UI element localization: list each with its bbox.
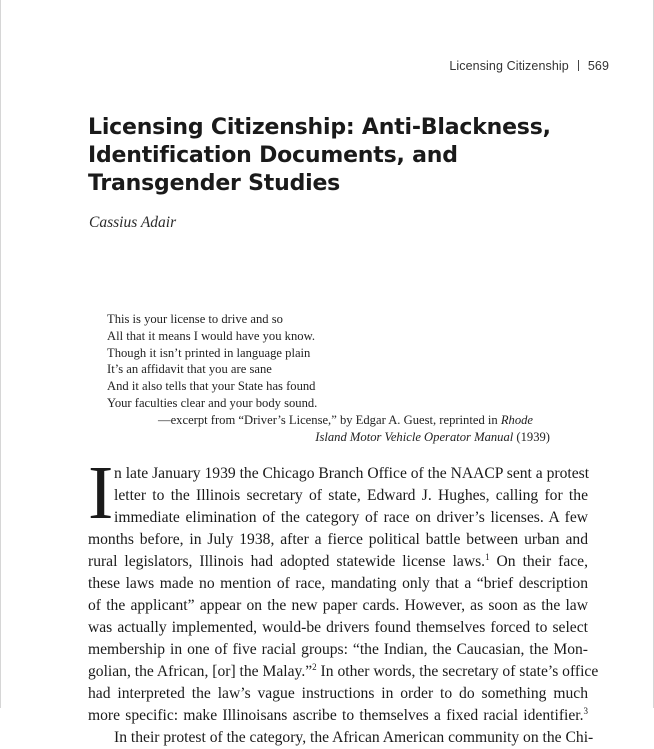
body-text: [88, 451, 599, 749]
body-line: letter to the Illinois secretary of state, Edward J. Hughes, calling for the: [114, 487, 588, 504]
running-head-separator: [578, 60, 579, 71]
running-head: [449, 59, 609, 73]
title-line: Identification Documents, and: [88, 143, 458, 168]
footnote-ref[interactable]: 3: [583, 706, 588, 716]
title-line: Transgender Studies: [88, 171, 341, 196]
attribution-year: (1939): [513, 429, 550, 444]
drop-cap: I: [88, 451, 114, 535]
body-line: In their protest of the category, the African American community on the Chi-: [114, 729, 594, 746]
body-line: had interpreted the law’s vague instructions in order to do something much: [88, 685, 588, 702]
body-line: golian, the African, [or] the Malay.”$^2$ In other words, the secretary of state’s office: [88, 662, 599, 680]
body-line: more specific: make Illinoisans ascribe to themselves a fixed racial identifier.$^3$: [88, 706, 588, 724]
epigraph-line: This is your license to drive and so: [107, 312, 283, 326]
body-line: of the applicant” appear on the new paper cards. However, as soon as the law: [88, 597, 588, 614]
footnote-ref[interactable]: 2: [312, 662, 317, 672]
body-line: these laws made no mention of race, mandating only that a “brief description: [88, 575, 588, 592]
body-line: immediate elimination of the category of race on driver’s licenses. A few: [114, 509, 588, 526]
body-line: rural legislators, Illinois had adopted statewide license laws.$^1$ On their face,: [88, 552, 589, 570]
title-line: Licensing Citizenship: Anti-Blackness,: [88, 115, 551, 140]
epigraph-line: All that it means I would have you know.: [107, 328, 315, 343]
attribution-source: Island Motor Vehicle Operator Manual: [315, 429, 514, 444]
epigraph-line: It’s an affidavit that you are sane: [107, 362, 272, 377]
page-number: 569: [587, 59, 609, 73]
epigraph-line: Your faculties clear and your body sound.: [107, 395, 318, 410]
author-name: Cassius Adair: [89, 214, 177, 231]
body-line: was actually implemented, would-be drivers found themselves forced to select: [88, 619, 588, 636]
epigraph-attribution: [158, 412, 550, 446]
attribution-source: Rhode: [500, 413, 534, 427]
epigraph-line: And it also tells that your State has found: [107, 379, 316, 394]
article-title: [88, 114, 588, 198]
body-line: membership in one of five racial groups: “the Indian, the Caucasian, the Mon-: [88, 641, 588, 658]
body-line: months before, in July 1938, after a fierce political battle between urban and: [88, 531, 588, 548]
attribution-prefix: —excerpt from “Driver’s License,” by Edgar A. Guest, reprinted in: [158, 413, 501, 427]
epigraph: [107, 311, 557, 412]
footnote-ref[interactable]: 1: [485, 552, 490, 562]
running-head-title: Licensing Citizenship: [449, 59, 569, 73]
body-line: n late January 1939 the Chicago Branch Office of the NAACP sent a protest: [114, 465, 590, 482]
epigraph-line: Though it isn’t printed in language plain: [107, 345, 311, 360]
